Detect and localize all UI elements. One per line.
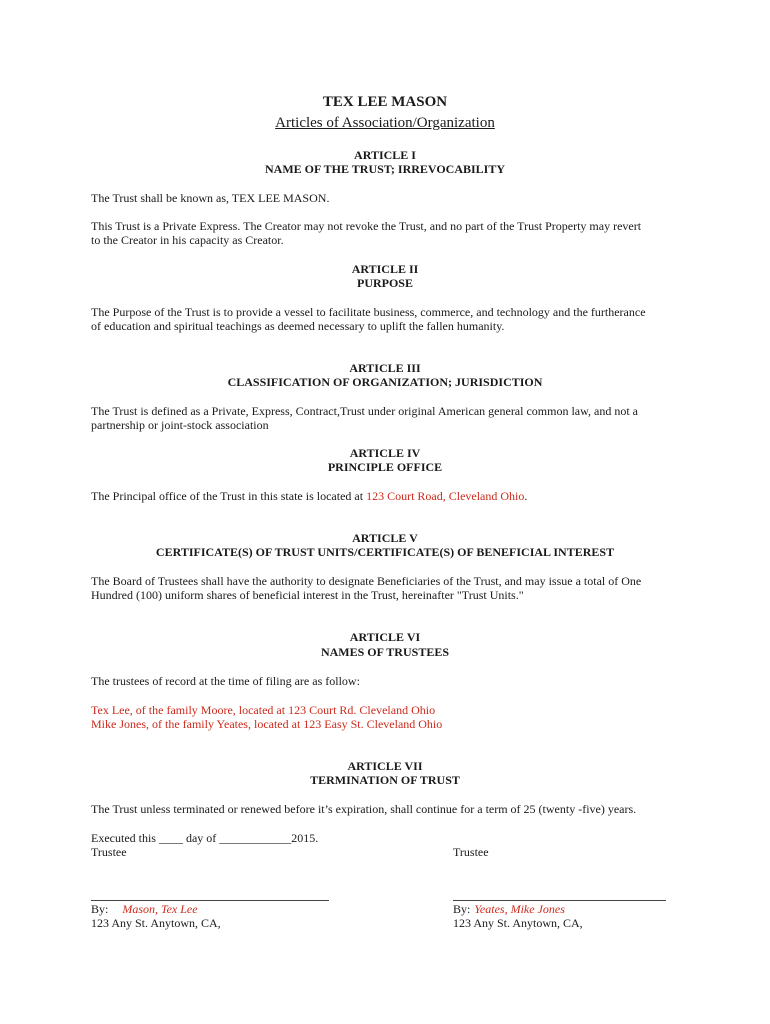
office-location: 123 Court Road, Cleveland Ohio (366, 489, 525, 503)
signature-by (91, 902, 198, 916)
article-number: ARTICLE III (349, 361, 421, 375)
article-paragraph: The Trust unless terminated or renewed before it’s expiration, shall continue for a term of 25 (twenty -five) years. (91, 802, 637, 816)
document-subtitle: Articles of Association/Organization (275, 115, 495, 131)
trustee-label: Trustee (453, 845, 489, 859)
article-heading: CERTIFICATE(S) OF TRUST UNITS/CERTIFICATE(S) OF BENEFICIAL INTEREST (155, 545, 615, 559)
signer-address: 123 Any St. Anytown, CA, (91, 916, 221, 930)
article-number: ARTICLE VI (349, 630, 421, 644)
article-heading: TERMINATION OF TRUST (310, 773, 460, 787)
article-heading: PURPOSE (356, 276, 413, 290)
signer-name: Yeates, Mike Jones (474, 902, 565, 916)
article-number: ARTICLE VII (347, 759, 423, 773)
article-number: ARTICLE II (351, 262, 419, 276)
article-paragraph: This Trust is a Private Express. The Creator may not revoke the Trust, and no part of the Trust Property may revert (91, 219, 642, 233)
article-paragraph: The Trust is defined as a Private, Express, Contract,Trust under original American general common law, and not a (91, 404, 638, 418)
signature-by (453, 902, 565, 916)
article-number: ARTICLE IV (349, 446, 421, 460)
paragraph-text: The Principal office of the Trust in this state is located at (91, 489, 367, 503)
signer-name: Mason, Tex Lee (122, 902, 198, 916)
article-heading: NAMES OF TRUSTEES (320, 645, 450, 659)
article-heading: NAME OF THE TRUST; IRREVOCABILITY (264, 162, 506, 176)
by-label: By: (453, 902, 471, 916)
article-heading: CLASSIFICATION OF ORGANIZATION; JURISDICTION (227, 375, 543, 389)
document-title: TEX LEE MASON (322, 94, 448, 110)
trustee-entry: Tex Lee, of the family Moore, located at 123 Court Rd. Cleveland Ohio (91, 703, 436, 717)
article-paragraph: of education and spiritual teachings as deemed necessary to uplift the fallen humanity. (91, 319, 505, 333)
by-label: By: (91, 902, 109, 916)
article-heading: PRINCIPLE OFFICE (327, 460, 443, 474)
article-paragraph (91, 489, 527, 503)
article-paragraph: Hundred (100) uniform shares of beneficial interest in the Trust, hereinafter "Trust Units." (91, 588, 524, 602)
execution-line: Executed this ____ day of ____________2015. (91, 831, 319, 845)
article-paragraph: The Purpose of the Trust is to provide a vessel to facilitate business, commerce, and technology and the furtherance (91, 305, 646, 319)
article-paragraph: The trustees of record at the time of filing are as follow: (91, 674, 360, 688)
article-number: ARTICLE I (354, 148, 416, 162)
article-number: ARTICLE V (352, 531, 418, 545)
article-paragraph: partnership or joint-stock association (91, 418, 269, 432)
article-paragraph: to the Creator in his capacity as Creator. (91, 233, 284, 247)
trustee-label: Trustee (91, 845, 127, 859)
paragraph-text: . (524, 489, 528, 503)
article-paragraph: The Trust shall be known as, TEX LEE MASON. (91, 191, 330, 205)
signature-line (453, 900, 666, 901)
article-paragraph: The Board of Trustees shall have the authority to designate Beneficiaries of the Trust, and may issue a total of One (91, 574, 642, 588)
trustee-entry: Mike Jones, of the family Yeates, located at 123 Easy St. Cleveland Ohio (91, 717, 443, 731)
signature-line (91, 900, 329, 901)
signer-address: 123 Any St. Anytown, CA, (453, 916, 583, 930)
